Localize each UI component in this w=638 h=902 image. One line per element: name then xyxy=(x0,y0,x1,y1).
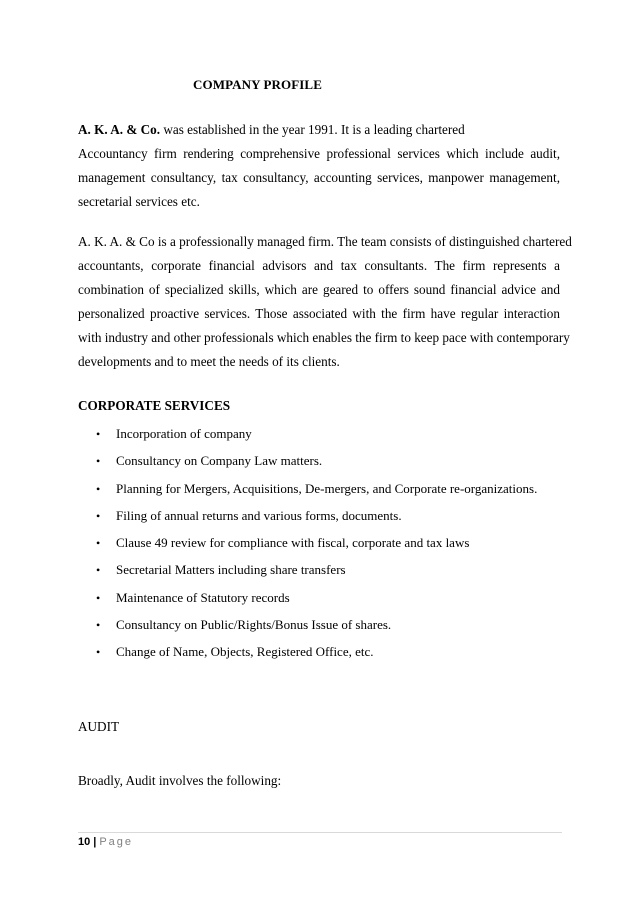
bullet-icon: • xyxy=(96,645,101,660)
list-item-text: Clause 49 review for compliance with fiscal, corporate and tax laws xyxy=(116,535,470,551)
paragraph-line-text: was established in the year 1991. It is a leading chartered xyxy=(160,122,465,137)
paragraph-line: personalized proactive services. Those associated with the firm have regular interaction xyxy=(78,306,560,321)
list-item xyxy=(96,559,537,586)
list-item xyxy=(96,478,537,505)
list-item-text: Filing of annual returns and various forms, documents. xyxy=(116,507,402,523)
firm-name: A. K. A. & Co. xyxy=(78,122,161,137)
list-item-text: Consultancy on Company Law matters. xyxy=(116,453,323,469)
list-item-text: Incorporation of company xyxy=(116,426,252,441)
paragraph-line: developments and to meet the needs of its clients. xyxy=(78,354,340,369)
list-item-text: Change of Name, Objects, Registered Office, etc. xyxy=(116,644,374,660)
list-item-text: Maintenance of Statutory records xyxy=(116,589,290,605)
list-item xyxy=(96,587,537,614)
audit-intro-text: Broadly, Audit involves the following: xyxy=(78,773,282,788)
list-item-text: Consultancy on Public/Rights/Bonus Issue of shares. xyxy=(116,617,392,633)
list-item xyxy=(96,423,537,450)
list-item xyxy=(96,641,537,668)
paragraph-line: secretarial services etc. xyxy=(78,194,200,209)
paragraph-line: A. K. A. & Co is a professionally managed firm. The team consists of distinguished chartered xyxy=(78,234,572,249)
list-item xyxy=(96,450,537,477)
footer-divider xyxy=(78,832,562,833)
bullet-icon: • xyxy=(96,508,101,523)
paragraph-line xyxy=(78,118,560,142)
bullet-icon: • xyxy=(96,536,101,551)
list-item-text: Secretarial Matters including share transfers xyxy=(116,562,346,578)
corporate-services-list xyxy=(96,423,537,669)
paragraph-line: Accountancy firm rendering comprehensive professional services which include audit, xyxy=(78,146,560,161)
page-title: COMPANY PROFILE xyxy=(193,77,322,92)
paragraph-line: accountants, corporate financial advisors and tax consultants. The firm represents a xyxy=(78,258,560,273)
list-item xyxy=(96,532,537,559)
bullet-icon: • xyxy=(96,618,101,633)
footer-separator: | xyxy=(93,836,97,848)
firm-description-paragraph xyxy=(78,230,572,374)
paragraph-line: combination of specialized skills, which are geared to offers sound financial advice and xyxy=(78,282,560,297)
bullet-icon: • xyxy=(96,481,101,496)
corporate-services-heading: CORPORATE SERVICES xyxy=(78,398,231,413)
paragraph-line: management consultancy, tax consultancy, accounting services, manpower management, xyxy=(78,170,560,185)
bullet-icon: • xyxy=(96,454,101,469)
page-number: 10 xyxy=(78,836,91,848)
intro-paragraph xyxy=(78,118,560,214)
list-item xyxy=(96,614,537,641)
list-item-text: Planning for Mergers, Acquisitions, De-mergers, and Corporate re-organizations. xyxy=(116,480,538,496)
bullet-icon: • xyxy=(96,563,101,578)
page-footer xyxy=(78,836,133,848)
audit-heading: AUDIT xyxy=(78,719,120,734)
bullet-icon: • xyxy=(96,427,101,441)
list-item xyxy=(96,505,537,532)
paragraph-line: with industry and other professionals which enables the firm to keep pace with contemporary xyxy=(78,330,570,345)
page-label: Page xyxy=(99,836,134,848)
bullet-icon: • xyxy=(96,590,101,605)
